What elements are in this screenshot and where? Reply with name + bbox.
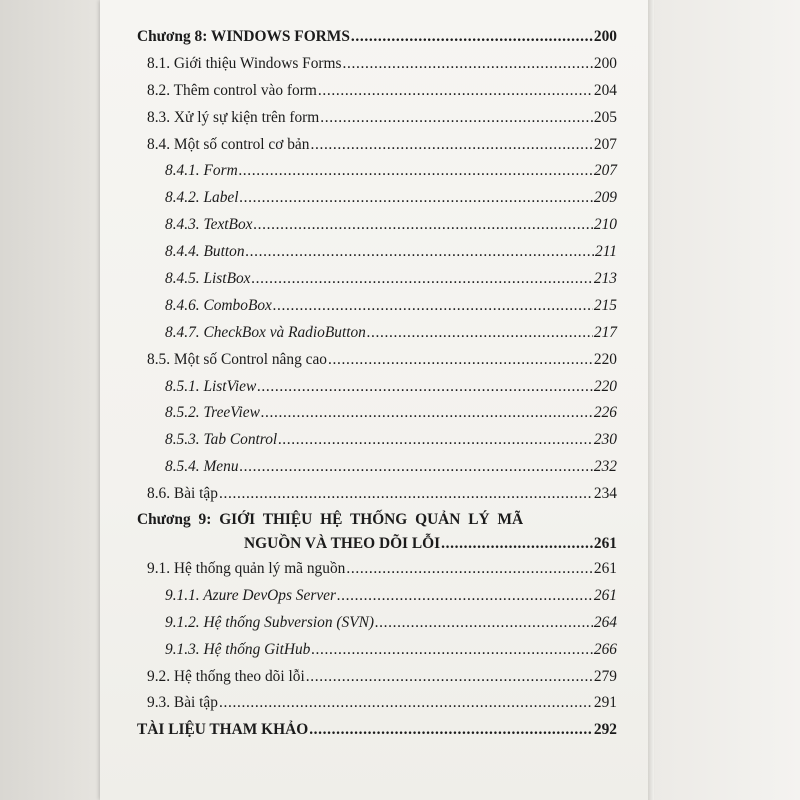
- leader-dots: [311, 637, 593, 664]
- leader-dots: [252, 266, 593, 293]
- toc-chapter-9: [137, 508, 617, 556]
- page-edge: [648, 0, 654, 800]
- toc-entry-label: 9.3. Bài tập: [147, 694, 218, 712]
- toc-page-number: 210: [593, 216, 617, 234]
- leader-dots: [318, 78, 593, 105]
- leader-dots: [219, 481, 593, 508]
- leader-dots: [310, 132, 592, 159]
- toc-entry-label: 9.2. Hệ thống theo dõi lỗi: [147, 667, 305, 685]
- toc-page-number: 264: [593, 613, 617, 631]
- toc-references: [137, 717, 617, 744]
- toc-page-number: 226: [593, 404, 617, 422]
- toc-section-entry: [137, 556, 617, 583]
- toc-page-number: 207: [593, 135, 617, 153]
- toc-subsection-entry: [137, 266, 617, 293]
- toc-entry-label: 9.1.3. Hệ thống GitHub: [165, 640, 311, 658]
- toc-section-entry: [137, 481, 617, 508]
- toc-entry-label: 8.2. Thêm control vào form: [147, 81, 317, 99]
- leader-dots: [254, 212, 593, 239]
- leader-dots: [273, 293, 593, 320]
- toc-subsection-entry: [137, 637, 617, 664]
- leader-dots: [239, 158, 593, 185]
- toc-page-number: 279: [593, 667, 617, 685]
- toc-page-number: 215: [593, 296, 617, 314]
- toc-entry-label: 8.5. Một số Control nâng cao: [147, 350, 327, 368]
- toc-page-number: 261: [593, 586, 617, 604]
- toc-page-number: 209: [593, 189, 617, 207]
- toc-section-entry: [137, 132, 617, 159]
- toc-page-number: 205: [593, 108, 617, 126]
- toc-page-number: 200: [593, 28, 617, 45]
- toc-entry-label: 8.5.2. TreeView: [165, 404, 260, 422]
- leader-dots: [246, 239, 595, 266]
- toc-page-number: 211: [595, 243, 617, 261]
- toc-subsection-entry: [137, 610, 617, 637]
- toc-entry-label: 8.3. Xử lý sự kiện trên form: [147, 108, 320, 126]
- toc-subsection-entry: [137, 374, 617, 401]
- leader-dots: [375, 610, 593, 637]
- toc-section-entry: [137, 78, 617, 105]
- leader-dots: [346, 556, 593, 583]
- toc-page-number: 291: [593, 694, 617, 712]
- toc-entry-label: 8.4.7. CheckBox và RadioButton: [165, 323, 366, 341]
- toc-subsection-entry: [137, 454, 617, 481]
- toc-subsection-entry: [137, 239, 617, 266]
- toc-section-entry: [137, 51, 617, 78]
- toc-entry-label: 8.4.2. Label: [165, 189, 239, 207]
- leader-dots: [309, 717, 593, 744]
- leader-dots: [351, 24, 593, 51]
- leader-dots: [367, 320, 593, 347]
- leader-dots: [328, 347, 593, 374]
- toc-entry-label: 8.1. Giới thiệu Windows Forms: [147, 54, 342, 72]
- leader-dots: [320, 105, 593, 132]
- toc-entry-label: 8.5.1. ListView: [165, 377, 257, 395]
- background-right: [650, 0, 800, 800]
- toc-entry-label: 8.4.4. Button: [165, 243, 245, 261]
- toc-page-number: 266: [593, 640, 617, 658]
- toc-page-number: 200: [593, 54, 617, 72]
- toc-references-title: TÀI LIỆU THAM KHẢO: [137, 721, 309, 739]
- toc-chapter-8: [137, 24, 617, 51]
- leader-dots: [337, 583, 593, 610]
- toc-page-number: 220: [593, 377, 617, 395]
- toc-chapter-title-line1: Chương 9: GIỚI THIỆU HỆ THỐNG QUẢN LÝ MÃ: [137, 511, 524, 529]
- toc-entry-label: 8.4. Một số control cơ bản: [147, 135, 310, 153]
- toc-page-number: 234: [593, 485, 617, 503]
- toc-section-entry: [137, 690, 617, 717]
- toc-chapter-9-entries: [137, 556, 617, 717]
- toc-page-number: 232: [593, 458, 617, 476]
- toc-entry-label: 8.4.3. TextBox: [165, 216, 253, 234]
- toc-page-number: 292: [593, 721, 617, 739]
- toc-section-entry: [137, 105, 617, 132]
- toc-section-entry: [137, 664, 617, 691]
- toc-page-number: 261: [593, 560, 617, 578]
- toc-entry-label: 8.4.1. Form: [165, 162, 238, 180]
- toc-subsection-entry: [137, 427, 617, 454]
- toc-page-number: 213: [593, 270, 617, 288]
- toc-entry-label: 8.5.3. Tab Control: [165, 431, 278, 449]
- toc-subsection-entry: [137, 212, 617, 239]
- toc-page-number: 220: [593, 350, 617, 368]
- leader-dots: [257, 374, 593, 401]
- toc-page-number: 230: [593, 431, 617, 449]
- toc-entry-label: 8.5.4. Menu: [165, 458, 239, 476]
- toc-chapter-title: Chương 8: WINDOWS FORMS: [137, 28, 350, 45]
- leader-dots: [278, 427, 593, 454]
- leader-dots: [240, 185, 593, 212]
- background-left: [0, 0, 100, 800]
- toc-subsection-entry: [137, 583, 617, 610]
- toc-section-entry: [137, 347, 617, 374]
- toc-page-number: 217: [593, 323, 617, 341]
- toc-subsection-entry: [137, 320, 617, 347]
- toc-chapter-title-line2: NGUỒN VÀ THEO DÕI LỖI: [244, 535, 441, 553]
- toc-page-number: 204: [593, 81, 617, 99]
- leader-dots: [219, 690, 593, 717]
- toc-chapter-8-entries: [137, 51, 617, 508]
- leader-dots: [306, 664, 593, 691]
- toc-entry-label: 8.6. Bài tập: [147, 485, 218, 503]
- leader-dots: [343, 51, 593, 78]
- toc-entry-label: 8.4.5. ListBox: [165, 270, 251, 288]
- leader-dots: [441, 532, 593, 556]
- toc-page-number: 261: [593, 535, 617, 553]
- leader-dots: [261, 400, 593, 427]
- toc-chapter-title-line2-row: [137, 532, 617, 556]
- toc-page-number: 207: [593, 162, 617, 180]
- toc-entry-label: 9.1.1. Azure DevOps Server: [165, 586, 336, 604]
- toc-subsection-entry: [137, 158, 617, 185]
- toc-entry-label: 9.1. Hệ thống quản lý mã nguồn: [147, 560, 346, 578]
- leader-dots: [240, 454, 593, 481]
- toc-entry-label: 9.1.2. Hệ thống Subversion (SVN): [165, 613, 375, 631]
- toc-entry-label: 8.4.6. ComboBox: [165, 296, 272, 314]
- toc-subsection-entry: [137, 293, 617, 320]
- table-of-contents: [137, 24, 617, 744]
- toc-subsection-entry: [137, 400, 617, 427]
- toc-subsection-entry: [137, 185, 617, 212]
